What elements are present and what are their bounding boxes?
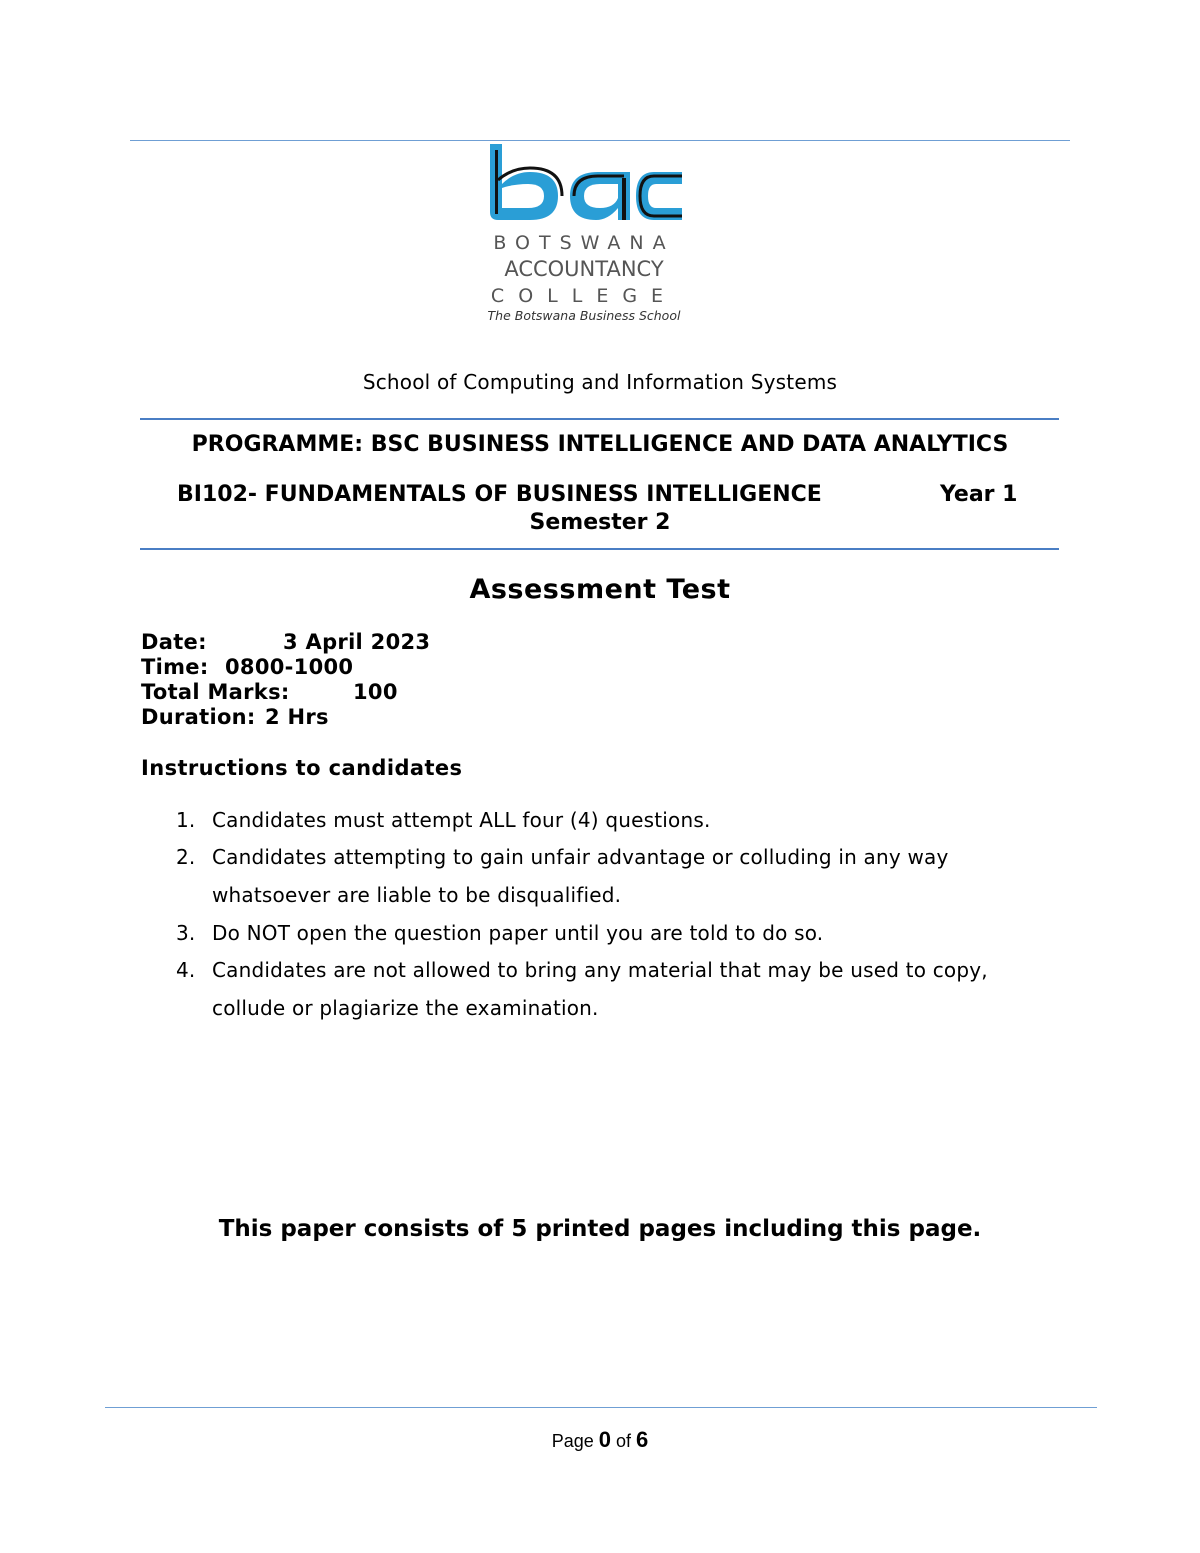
date-row xyxy=(141,630,431,654)
logo-b-letter xyxy=(490,144,562,220)
footer-page-word: Page xyxy=(551,1431,594,1451)
footer-divider xyxy=(105,1407,1097,1408)
footer-total-pages: 6 xyxy=(636,1427,649,1452)
college-logo xyxy=(478,140,690,330)
instruction-item xyxy=(176,801,1056,839)
date-value: 3 April 2023 xyxy=(283,630,431,654)
logo-line-college: COLLEGE xyxy=(490,285,678,307)
logo-line-botswana: BOTSWANA xyxy=(493,232,675,254)
instruction-number: 3. xyxy=(176,921,196,945)
year-label: Year 1 xyxy=(940,482,1018,507)
page-footer xyxy=(0,1427,1200,1453)
school-name: School of Computing and Information Systems xyxy=(362,370,838,394)
duration-row xyxy=(141,705,329,729)
logo-q-letter xyxy=(570,172,630,220)
total-marks-label: Total Marks: xyxy=(141,680,290,704)
document-title: Assessment Test xyxy=(469,574,731,605)
header-divider-top xyxy=(140,418,1059,420)
page-count-note: This paper consists of 5 printed pages including this page. xyxy=(218,1216,982,1242)
logo-line-accountancy: ACCOUNTANCY xyxy=(504,257,664,281)
time-value: 0800-1000 xyxy=(225,655,354,679)
instruction-number: 4. xyxy=(176,958,196,982)
instruction-item xyxy=(176,914,1056,952)
date-label: Date: xyxy=(141,630,207,654)
semester-label: Semester 2 xyxy=(529,510,671,535)
total-marks-row xyxy=(141,680,398,704)
time-label: Time: xyxy=(141,655,209,679)
instruction-text: Candidates are not allowed to bring any material that may be used to copy, collude or plagiarize the examination. xyxy=(212,958,988,1020)
header-divider-bottom xyxy=(140,548,1059,550)
instruction-item xyxy=(176,951,1056,1027)
logo-c-letter xyxy=(636,172,682,220)
time-row xyxy=(141,655,354,679)
duration-value: 2 Hrs xyxy=(265,705,329,729)
instruction-text: Candidates must attempt ALL four (4) questions. xyxy=(212,808,711,832)
total-marks-value: 100 xyxy=(353,680,398,704)
programme-title: PROGRAMME: BSC BUSINESS INTELLIGENCE AND DATA ANALYTICS xyxy=(191,432,1009,457)
instructions-heading: Instructions to candidates xyxy=(141,756,463,780)
duration-label: Duration: xyxy=(141,705,256,729)
logo-tagline: The Botswana Business School xyxy=(487,308,681,323)
footer-current-page: 0 xyxy=(598,1427,611,1452)
footer-of-word: of xyxy=(616,1431,632,1451)
course-title: BI102- FUNDAMENTALS OF BUSINESS INTELLIGENCE xyxy=(177,482,822,507)
instruction-text: Do NOT open the question paper until you are told to do so. xyxy=(212,921,824,945)
instruction-text: Candidates attempting to gain unfair advantage or colluding in any way whatsoever are liable to be disqualified. xyxy=(212,845,949,907)
instruction-number: 1. xyxy=(176,808,196,832)
instruction-item xyxy=(176,838,1056,914)
instruction-number: 2. xyxy=(176,845,196,869)
